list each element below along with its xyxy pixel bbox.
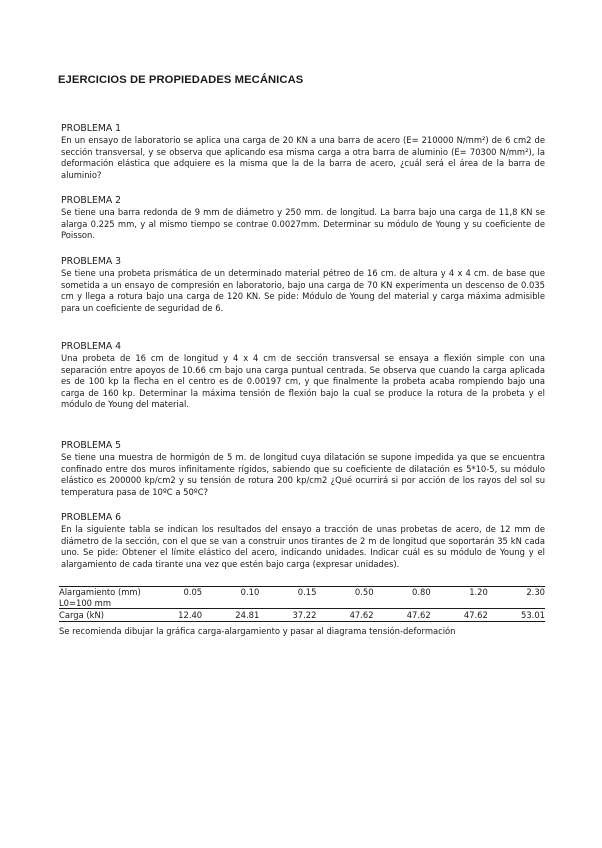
problem-heading: PROBLEMA 6 bbox=[61, 512, 122, 523]
table-cell: 47.62 bbox=[431, 609, 488, 622]
table-cell: 1.20 bbox=[431, 587, 488, 598]
problem-heading: PROBLEMA 4 bbox=[61, 341, 122, 352]
table-cell: 37.22 bbox=[259, 609, 316, 622]
row-label: Alargamiento (mm) bbox=[59, 587, 145, 598]
problem-text: En la siguiente tabla se indican los resultados del ensayo a tracción de unas probetas de acero, de 12 mm de diámetro de la sección, con el que se van a construir unos tirantes de 2 m de longitud que soportarán 35 kN cada uno. Se pide: Obtener el límite elástico del acero, indicando unidades. Indicar cuál es su módulo de Young y el alargamiento de cada tirante una vez que estén bajo carga (expresar unidades). bbox=[61, 524, 545, 569]
row-label: Carga (kN) bbox=[59, 609, 145, 622]
problem-heading: PROBLEMA 3 bbox=[61, 256, 122, 267]
problem-text: Una probeta de 16 cm de longitud y 4 x 4 cm de sección transversal se ensaya a flexión simple con una separación entre apoyos de 10.66 cm bajo una carga puntual centrada. Se observa que cuando la carga aplicada es de 100 kp la flecha en el centro es de 0.00197 cm, y que finalmente la probeta acaba rompiendo bajo una carga de 160 kp. Determinar la máxima tensión de flexión bajo la cual se produce la rotura de la probeta y el módulo de Young del material. bbox=[61, 353, 545, 410]
page-title: EJERCICIOS DE PROPIEDADES MECÁNICAS bbox=[58, 74, 304, 86]
table-cell: 0.80 bbox=[374, 587, 431, 598]
table-row bbox=[59, 609, 545, 622]
table-cell: 12.40 bbox=[145, 609, 202, 622]
problem-text: Se tiene una muestra de hormigón de 5 m. de longitud cuya dilatación se supone impedida ya que se encuentra confinado entre dos muros infinitamente rígidos, sabiendo que su coeficiente de dilatación es 5*10-5, su módulo elástico es 200000 kp/cm2 y su tensión de rotura 200 kp/cm2 ¿Qué ocurrirá si por acción de los rayos del sol su temperatura pasa de 10ºC a 50ºC? bbox=[61, 452, 545, 497]
table-note: Se recomienda dibujar la gráfica carga-alargamiento y pasar al diagrama tensión-deformación bbox=[59, 626, 456, 636]
problem-text: Se tiene una probeta prismática de un determinado material pétreo de 16 cm. de altura y 4 x 4 cm. de base que sometida a un ensayo de compresión en laboratorio, bajo una carga de 70 KN experimenta un descenso de 0.035 cm y llega a rotura bajo una carga de 120 KN. Se pide: Módulo de Young del material y carga máxima admisible para un coeficiente de seguridad de 6. bbox=[61, 268, 545, 313]
table-cell: 0.15 bbox=[259, 587, 316, 598]
table-cell: 47.62 bbox=[374, 609, 431, 622]
problem-6 bbox=[61, 512, 545, 570]
tensile-test-table bbox=[59, 586, 545, 622]
table-cell: 53.01 bbox=[488, 609, 545, 622]
problem-2 bbox=[61, 195, 545, 242]
table-cell: 0.05 bbox=[145, 587, 202, 598]
table-cell: 0.50 bbox=[316, 587, 373, 598]
problem-heading: PROBLEMA 1 bbox=[61, 123, 122, 134]
table-row bbox=[59, 587, 545, 598]
table-row bbox=[59, 598, 545, 609]
problem-5 bbox=[61, 440, 545, 498]
table-cell: 47.62 bbox=[316, 609, 373, 622]
problem-heading: PROBLEMA 2 bbox=[61, 195, 122, 206]
problem-text: En un ensayo de laboratorio se aplica una carga de 20 KN a una barra de acero (E= 210000 N/mm²) de 6 cm2 de sección transversal, y se observa que aplicando esa misma carga a otra barra de aluminio (E= 70300 N/mm²), la deformación elástica que adquiere es la misma que la de la barra de acero, ¿cuál será el área de la barra de aluminio? bbox=[61, 135, 545, 180]
table-cell: 24.81 bbox=[202, 609, 259, 622]
table-cell: 0.10 bbox=[202, 587, 259, 598]
problem-3 bbox=[61, 256, 545, 314]
table-cell: 2.30 bbox=[488, 587, 545, 598]
problem-text: Se tiene una barra redonda de 9 mm de diámetro y 250 mm. de longitud. La barra bajo una carga de 11,8 KN se alarga 0.225 mm, y al mismo tiempo se contrae 0.0027mm. Determinar su módulo de Young y su coeficiente de Poisson. bbox=[61, 207, 545, 241]
row-label: L0=100 mm bbox=[59, 598, 145, 609]
problem-heading: PROBLEMA 5 bbox=[61, 440, 122, 451]
problem-1 bbox=[61, 123, 545, 181]
problem-4 bbox=[61, 341, 545, 411]
